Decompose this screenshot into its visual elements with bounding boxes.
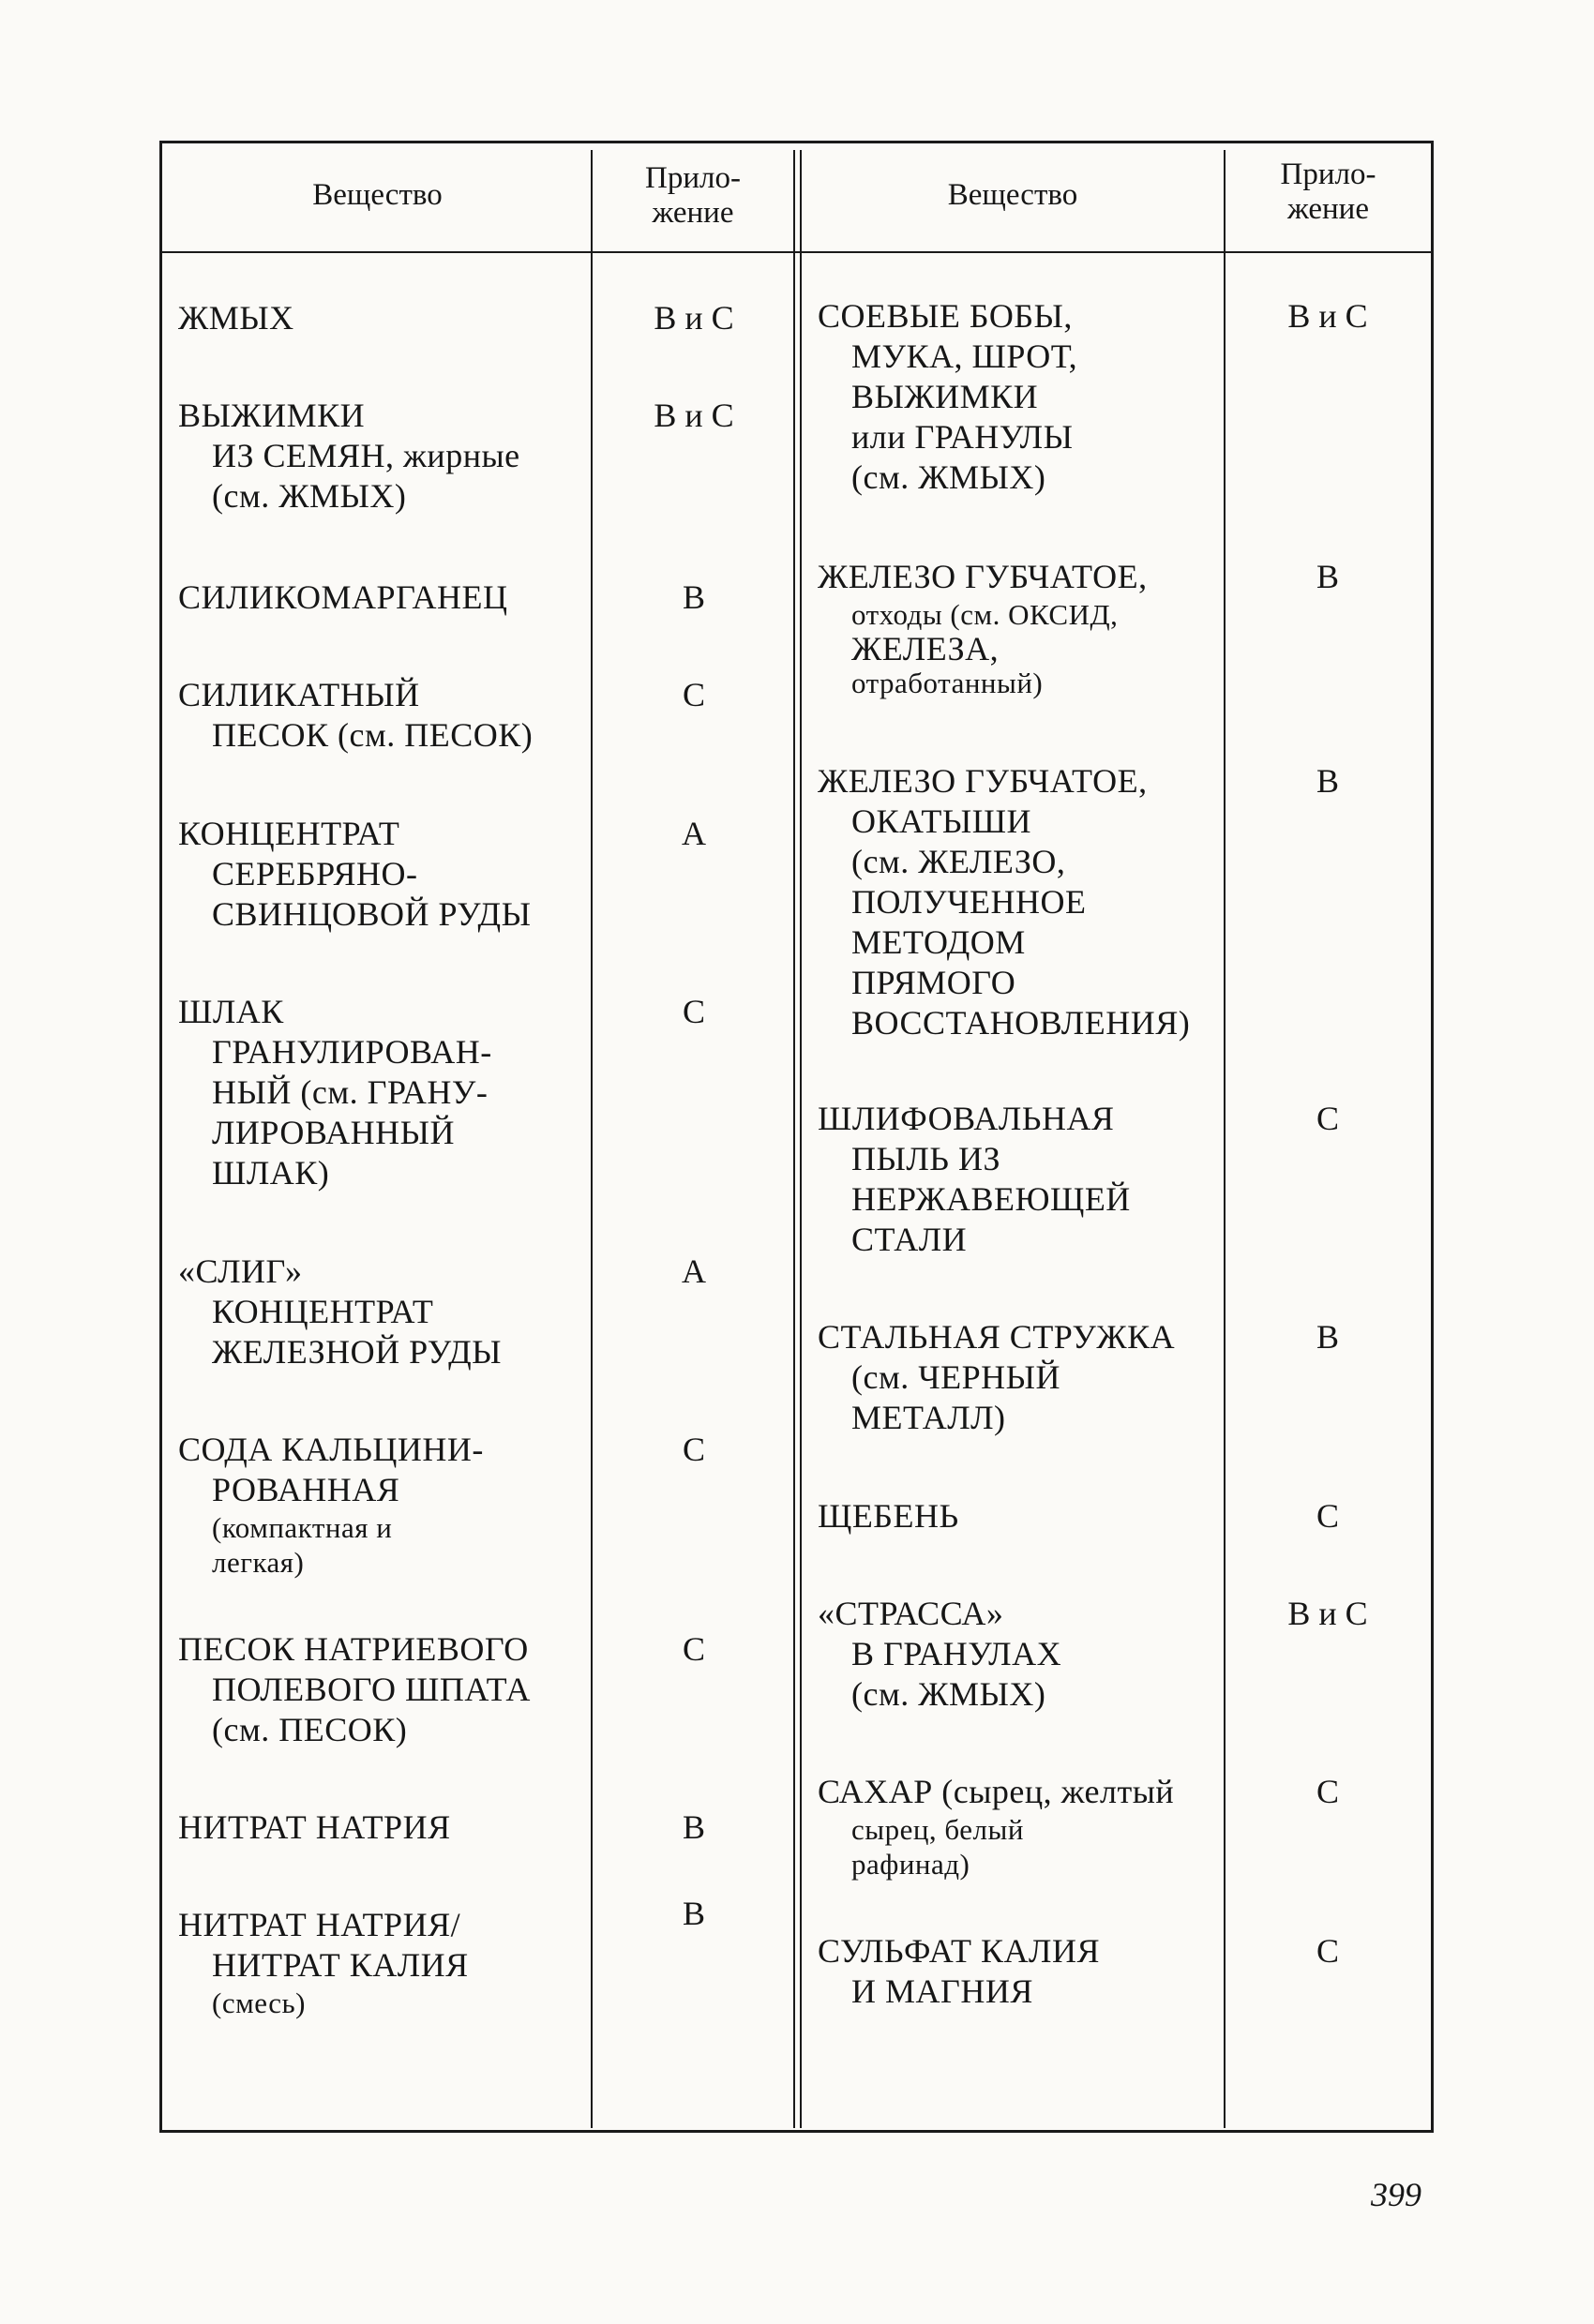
left-entry-8-line-1: СОДА КАЛЬЦИНИ- xyxy=(178,1431,484,1468)
left-appendix-11: В xyxy=(682,1895,705,1932)
right-entry-9 xyxy=(818,1931,1221,2012)
left-entry-7-line-2: КОНЦЕНТРАТ xyxy=(212,1293,434,1330)
left-entry-10-line-1: НИТРАТ НАТРИЯ xyxy=(178,1808,451,1846)
left-entry-3-line-1: СИЛИКОМАРГАНЕЦ xyxy=(178,578,508,616)
right-appendix-4: С xyxy=(1316,1100,1339,1137)
left-entry-8-line-3: (компактная и xyxy=(212,1511,393,1544)
right-appendix-3: В xyxy=(1316,762,1339,800)
left-appendix-7: А xyxy=(682,1252,706,1290)
right-appendix-6: С xyxy=(1316,1497,1339,1535)
header-substance-left-text: Вещество xyxy=(312,178,443,212)
left-entry-5-line-3: СВИНЦОВОЙ РУДЫ xyxy=(212,895,532,933)
header-appendix-left-line2: жение xyxy=(652,196,734,230)
right-entry-3-line-5: МЕТОДОМ xyxy=(851,923,1026,961)
right-entry-5-line-2: (см. ЧЕРНЫЙ xyxy=(851,1358,1061,1396)
right-entry-2-line-1: ЖЕЛЕЗО ГУБЧАТОЕ, xyxy=(818,558,1148,595)
header-appendix-left xyxy=(593,161,793,231)
right-entry-5-line-1: СТАЛЬНАЯ СТРУЖКА xyxy=(818,1318,1176,1356)
right-entry-4-line-2: ПЫЛЬ ИЗ xyxy=(851,1140,1001,1177)
left-entry-9-line-3: (см. ПЕСОК) xyxy=(212,1711,408,1748)
left-appendix-8: С xyxy=(682,1431,705,1468)
left-entry-5 xyxy=(178,814,591,935)
right-entry-3-line-4: ПОЛУЧЕННОЕ xyxy=(851,883,1087,921)
left-entry-2-line-1: ВЫЖИМКИ xyxy=(178,397,366,434)
left-entry-7-line-3: ЖЕЛЕЗНОЙ РУДЫ xyxy=(212,1333,503,1371)
right-entry-7-line-2: В ГРАНУЛАХ xyxy=(851,1635,1062,1672)
page-number: 399 xyxy=(1371,2176,1421,2213)
left-appendix-10: В xyxy=(682,1808,705,1846)
header-appendix-right xyxy=(1226,157,1431,227)
table-top-border xyxy=(159,141,1433,143)
right-entry-1-line-3: ВЫЖИМКИ xyxy=(851,378,1039,415)
left-entry-5-line-2: СЕРЕБРЯНО- xyxy=(212,855,418,892)
right-entry-4-line-4: СТАЛИ xyxy=(851,1221,968,1258)
left-entry-4-line-2: ПЕСОК (см. ПЕСОК) xyxy=(212,716,534,754)
right-entry-7 xyxy=(818,1594,1221,1715)
left-entry-2-line-3: (см. ЖМЫХ) xyxy=(212,477,407,515)
left-entry-8-line-2: РОВАННАЯ xyxy=(212,1471,400,1508)
left-entry-9-line-2: ПОЛЕВОГО ШПАТА xyxy=(212,1671,531,1708)
right-entry-1-line-4: или ГРАНУЛЫ xyxy=(851,418,1074,456)
left-appendix-2: В и С xyxy=(654,397,734,434)
right-entry-8-line-1: САХАР (сырец, желтый xyxy=(818,1773,1175,1810)
right-entry-3-line-6: ПРЯМОГО xyxy=(851,964,1016,1001)
left-entry-6-line-3: НЫЙ (см. ГРАНУ- xyxy=(212,1073,489,1111)
center-double-line-a xyxy=(793,150,795,2128)
right-entry-4 xyxy=(818,1099,1221,1260)
right-appendix-1: В и С xyxy=(1287,297,1368,335)
header-substance-left xyxy=(164,178,591,213)
left-appendix-9: С xyxy=(682,1630,705,1668)
left-appendix-3: В xyxy=(682,578,705,616)
left-appendix-1: В и С xyxy=(654,299,734,337)
center-double-line-b xyxy=(800,150,802,2128)
left-appendix-4: С xyxy=(682,676,705,713)
left-entry-2-line-2: ИЗ СЕМЯН, жирные xyxy=(212,437,520,474)
left-entry-5-line-1: КОНЦЕНТРАТ xyxy=(178,815,400,852)
right-entry-1 xyxy=(818,296,1221,498)
header-appendix-left-line1: Прило- xyxy=(645,161,741,195)
right-entry-4-line-3: НЕРЖАВЕЮЩЕЙ xyxy=(851,1180,1131,1218)
left-entry-11-line-2: НИТРАТ КАЛИЯ xyxy=(212,1946,469,1984)
right-entry-3-line-1: ЖЕЛЕЗО ГУБЧАТОЕ, xyxy=(818,762,1148,800)
right-entry-8 xyxy=(818,1772,1221,1882)
right-entry-7-line-1: «СТРАССА» xyxy=(818,1595,1004,1632)
right-appendix-8: С xyxy=(1316,1773,1339,1810)
right-entry-5-line-3: МЕТАЛЛ) xyxy=(851,1399,1006,1436)
right-entry-3-line-3: (см. ЖЕЛЕЗО, xyxy=(851,843,1066,880)
header-bottom-border xyxy=(159,251,1433,253)
right-appendix-7: В и С xyxy=(1287,1595,1368,1632)
left-entry-11 xyxy=(178,1905,591,2020)
left-col-divider xyxy=(591,150,593,2128)
left-entry-6-line-5: ШЛАК) xyxy=(212,1154,330,1192)
header-substance-right-text: Вещество xyxy=(947,178,1078,212)
right-entry-3-line-2: ОКАТЫШИ xyxy=(851,802,1032,840)
left-entry-6 xyxy=(178,992,591,1193)
left-entry-4 xyxy=(178,675,591,756)
left-entry-6-line-2: ГРАНУЛИРОВАН- xyxy=(212,1033,492,1071)
right-appendix-2: В xyxy=(1316,558,1339,595)
right-entry-3-line-7: ВОССТАНОВЛЕНИЯ) xyxy=(851,1004,1191,1042)
right-entry-5 xyxy=(818,1317,1221,1438)
right-entry-1-line-5: (см. ЖМЫХ) xyxy=(851,458,1046,496)
right-entry-6-line-1: ЩЕБЕНЬ xyxy=(818,1497,959,1535)
header-appendix-right-line1: Прило- xyxy=(1280,157,1376,191)
left-entry-4-line-1: СИЛИКАТНЫЙ xyxy=(178,676,420,713)
right-entry-7-line-3: (см. ЖМЫХ) xyxy=(851,1675,1046,1713)
header-substance-right xyxy=(802,178,1224,213)
left-entry-10 xyxy=(178,1807,591,1848)
left-entry-1 xyxy=(178,298,591,338)
left-entry-11-line-3: (смесь) xyxy=(212,1987,306,2019)
right-entry-3 xyxy=(818,761,1221,1043)
left-entry-1-line-1: ЖМЫХ xyxy=(178,299,294,337)
left-entry-2 xyxy=(178,396,591,517)
left-appendix-6: С xyxy=(682,993,705,1030)
right-col-divider xyxy=(1224,150,1226,2128)
right-entry-6 xyxy=(818,1496,1221,1537)
right-entry-8-line-2: сырец, белый xyxy=(851,1813,1024,1846)
left-entry-3 xyxy=(178,577,591,618)
header-appendix-right-line2: жение xyxy=(1287,192,1369,226)
table-right-border xyxy=(1431,141,1434,2133)
left-entry-11-line-1: НИТРАТ НАТРИЯ/ xyxy=(178,1906,461,1943)
right-entry-2-line-2: отходы (см. ОКСИД, xyxy=(851,598,1119,631)
right-entry-2-line-3: ЖЕЛЕЗА, xyxy=(851,630,1000,667)
right-entry-2-line-4: отработанный) xyxy=(851,667,1044,699)
left-entry-6-line-4: ЛИРОВАННЫЙ xyxy=(212,1114,456,1151)
right-appendix-5: В xyxy=(1316,1318,1339,1356)
right-entry-1-line-2: МУКА, ШРОТ, xyxy=(851,337,1078,375)
table-left-border xyxy=(159,141,162,2133)
left-entry-9-line-1: ПЕСОК НАТРИЕВОГО xyxy=(178,1630,529,1668)
right-entry-8-line-3: рафинад) xyxy=(851,1848,970,1881)
right-entry-2 xyxy=(818,557,1221,700)
right-entry-1-line-1: СОЕВЫЕ БОБЫ, xyxy=(818,297,1073,335)
table-bottom-border xyxy=(159,2130,1433,2133)
right-appendix-9: С xyxy=(1316,1932,1339,1970)
right-entry-9-line-2: И МАГНИЯ xyxy=(851,1972,1033,2010)
right-entry-9-line-1: СУЛЬФАТ КАЛИЯ xyxy=(818,1932,1100,1970)
left-appendix-5: А xyxy=(682,815,706,852)
left-entry-9 xyxy=(178,1629,591,1750)
right-entry-4-line-1: ШЛИФОВАЛЬНАЯ xyxy=(818,1100,1115,1137)
left-entry-7-line-1: «СЛИГ» xyxy=(178,1252,303,1290)
left-entry-8-line-4: легкая) xyxy=(212,1546,305,1579)
left-entry-7 xyxy=(178,1252,591,1372)
left-entry-6-line-1: ШЛАК xyxy=(178,993,284,1030)
left-entry-8 xyxy=(178,1430,591,1580)
